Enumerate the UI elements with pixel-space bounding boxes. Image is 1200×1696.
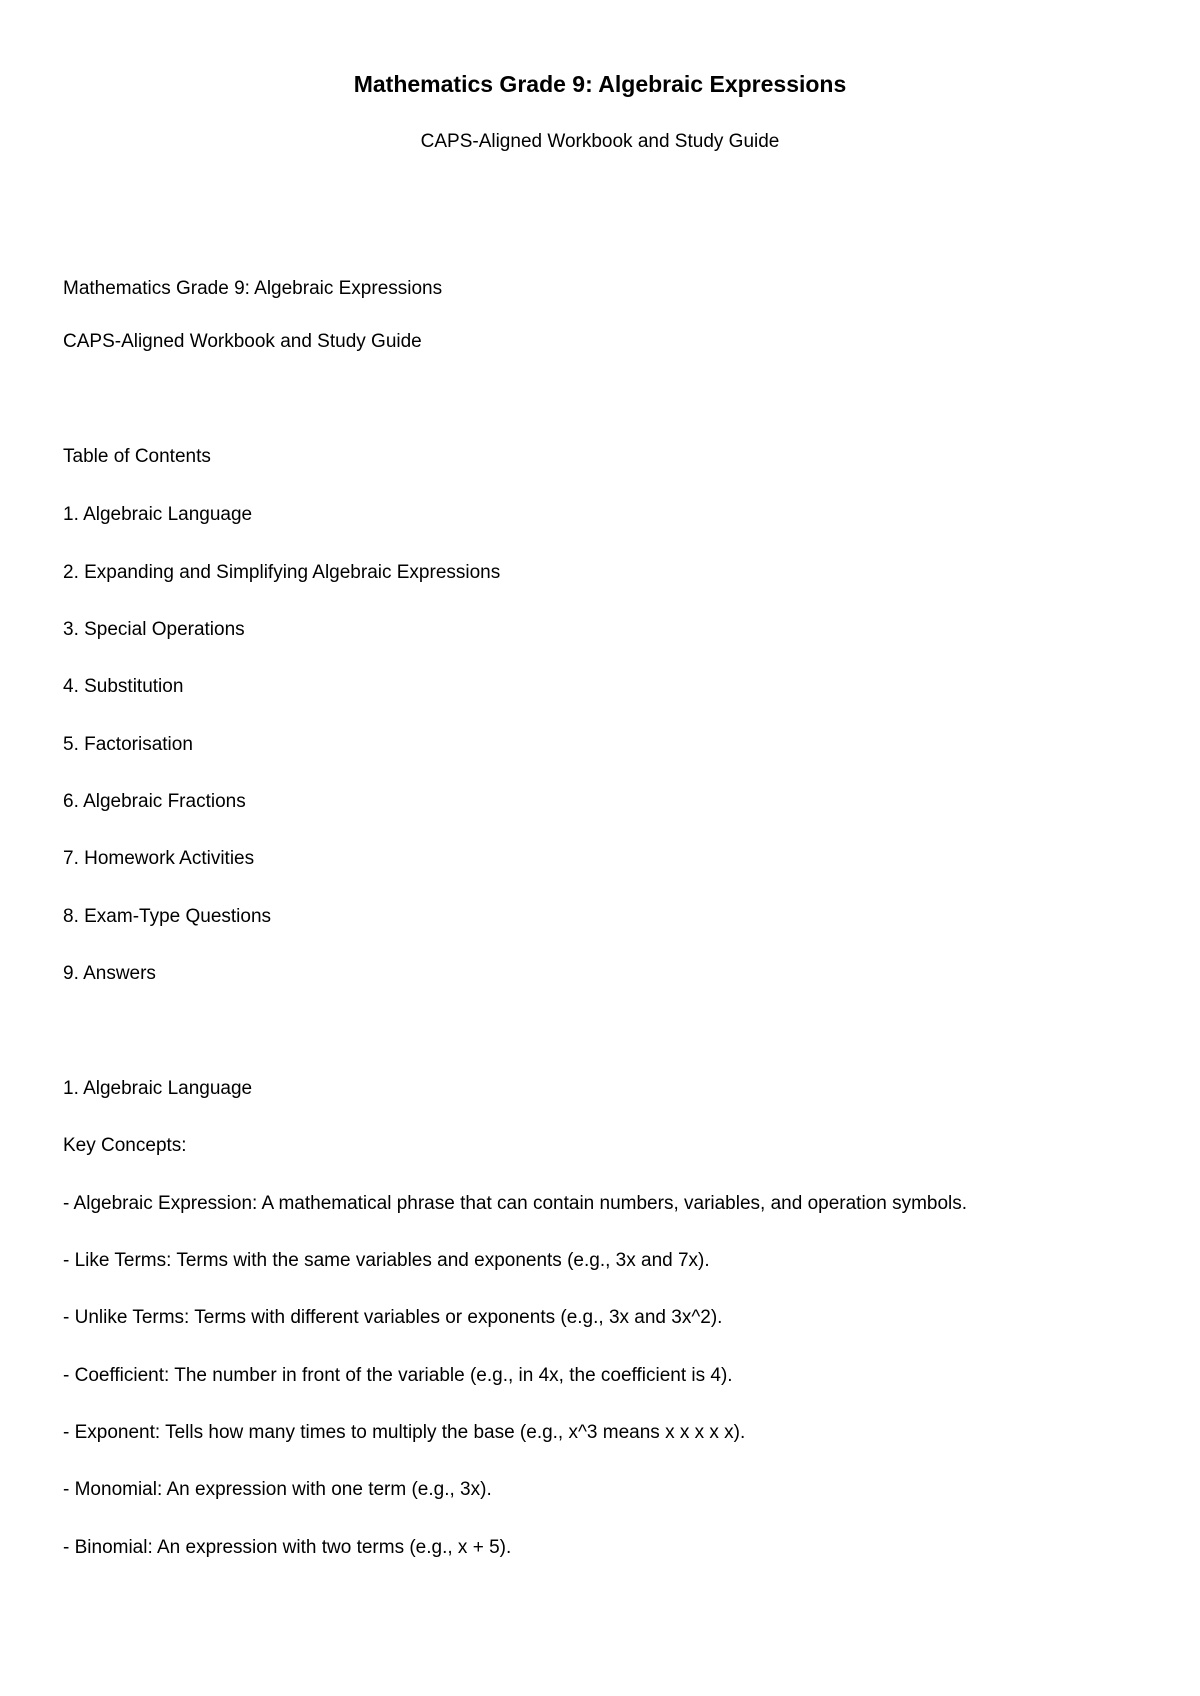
intro-subtitle: CAPS-Aligned Workbook and Study Guide <box>63 331 422 352</box>
toc-item-expanding-simplifying: 2. Expanding and Simplifying Algebraic Expressions <box>63 562 501 583</box>
toc-heading: Table of Contents <box>63 446 211 467</box>
key-concepts-label: Key Concepts: <box>63 1135 187 1156</box>
toc-item-special-operations: 3. Special Operations <box>63 619 245 640</box>
document-title: Mathematics Grade 9: Algebraic Expressions <box>353 71 847 97</box>
document-subtitle: CAPS-Aligned Workbook and Study Guide <box>420 131 780 152</box>
concept-unlike-terms: - Unlike Terms: Terms with different variables or exponents (e.g., 3x and 3x^2). <box>63 1307 723 1328</box>
section-heading: 1. Algebraic Language <box>63 1078 253 1099</box>
toc-item-factorisation: 5. Factorisation <box>63 734 193 755</box>
concept-algebraic-expression: - Algebraic Expression: A mathematical phrase that can contain numbers, variables, and operation symbols. <box>63 1193 968 1214</box>
concept-binomial: - Binomial: An expression with two terms (e.g., x + 5). <box>63 1537 512 1558</box>
concept-exponent: - Exponent: Tells how many times to multiply the base (e.g., x^3 means x x x x x). <box>63 1422 746 1443</box>
toc-item-algebraic-fractions: 6. Algebraic Fractions <box>63 791 246 812</box>
toc-item-algebraic-language: 1. Algebraic Language <box>63 504 253 525</box>
concept-monomial: - Monomial: An expression with one term (e.g., 3x). <box>63 1479 492 1500</box>
concept-like-terms: - Like Terms: Terms with the same variables and exponents (e.g., 3x and 7x). <box>63 1250 710 1271</box>
intro-title: Mathematics Grade 9: Algebraic Expressions <box>63 278 443 299</box>
toc-item-substitution: 4. Substitution <box>63 676 184 697</box>
toc-item-exam-type-questions: 8. Exam-Type Questions <box>63 906 272 927</box>
toc-item-homework-activities: 7. Homework Activities <box>63 848 255 869</box>
toc-item-answers: 9. Answers <box>63 963 156 984</box>
concept-coefficient: - Coefficient: The number in front of the variable (e.g., in 4x, the coefficient is 4). <box>63 1365 733 1386</box>
